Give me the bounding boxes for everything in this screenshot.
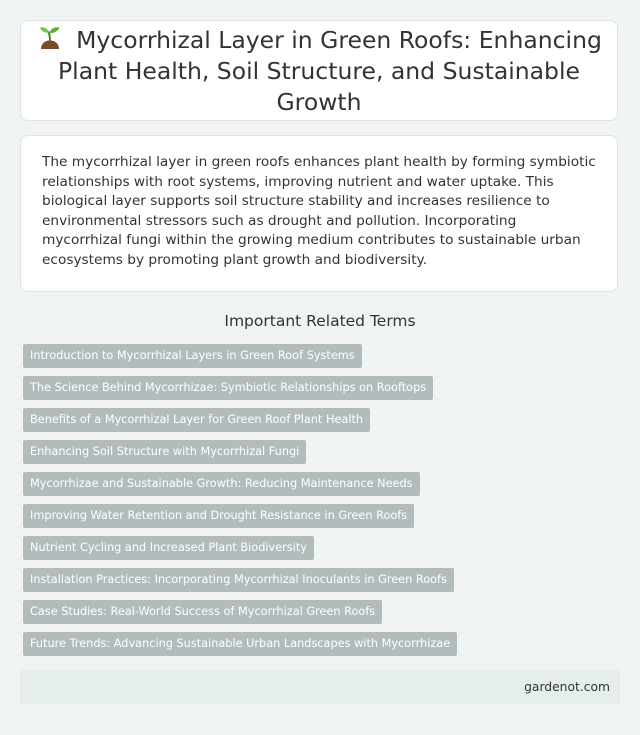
related-term-tag[interactable]: Benefits of a Mycorrhizal Layer for Green Roof Plant Health: [23, 408, 370, 432]
description-text: The mycorrhizal layer in green roofs enhances plant health by forming symbiotic relationships with root systems, improving nutrient and water uptake. This biological layer supports soil structure stability and increases resilience to environmental stressors such as drought and pollution. Incorporating mycorrhizal fungi within the growing medium contributes to sustainable urban ecosystems by promoting plant growth and biodiversity.: [42, 154, 596, 268]
description-card: [20, 135, 618, 292]
page-title: [35, 24, 603, 118]
page-title-text: Mycorrhizal Layer in Green Roofs: Enhancing Plant Health, Soil Structure, and Sustainable Growth: [58, 25, 602, 116]
footer-site-link[interactable]: gardenot.com: [524, 680, 610, 694]
title-card: [20, 20, 618, 121]
sprout-icon: [36, 24, 64, 52]
related-term-tag[interactable]: Nutrient Cycling and Increased Plant Biodiversity: [23, 536, 314, 560]
footer: [20, 670, 620, 704]
related-term-tag[interactable]: Introduction to Mycorrhizal Layers in Green Roof Systems: [23, 344, 362, 368]
related-term-tag[interactable]: Future Trends: Advancing Sustainable Urban Landscapes with Mycorrhizae: [23, 632, 457, 656]
related-terms-list: [23, 344, 613, 664]
related-term-tag[interactable]: Case Studies: Real-World Success of Mycorrhizal Green Roofs: [23, 600, 382, 624]
related-terms-heading: Important Related Terms: [224, 312, 416, 330]
related-term-tag[interactable]: Enhancing Soil Structure with Mycorrhizal Fungi: [23, 440, 306, 464]
related-term-tag[interactable]: Installation Practices: Incorporating Mycorrhizal Inoculants in Green Roofs: [23, 568, 454, 592]
related-term-tag[interactable]: Improving Water Retention and Drought Resistance in Green Roofs: [23, 504, 414, 528]
related-term-tag[interactable]: Mycorrhizae and Sustainable Growth: Reducing Maintenance Needs: [23, 472, 420, 496]
related-term-tag[interactable]: The Science Behind Mycorrhizae: Symbiotic Relationships on Rooftops: [23, 376, 433, 400]
